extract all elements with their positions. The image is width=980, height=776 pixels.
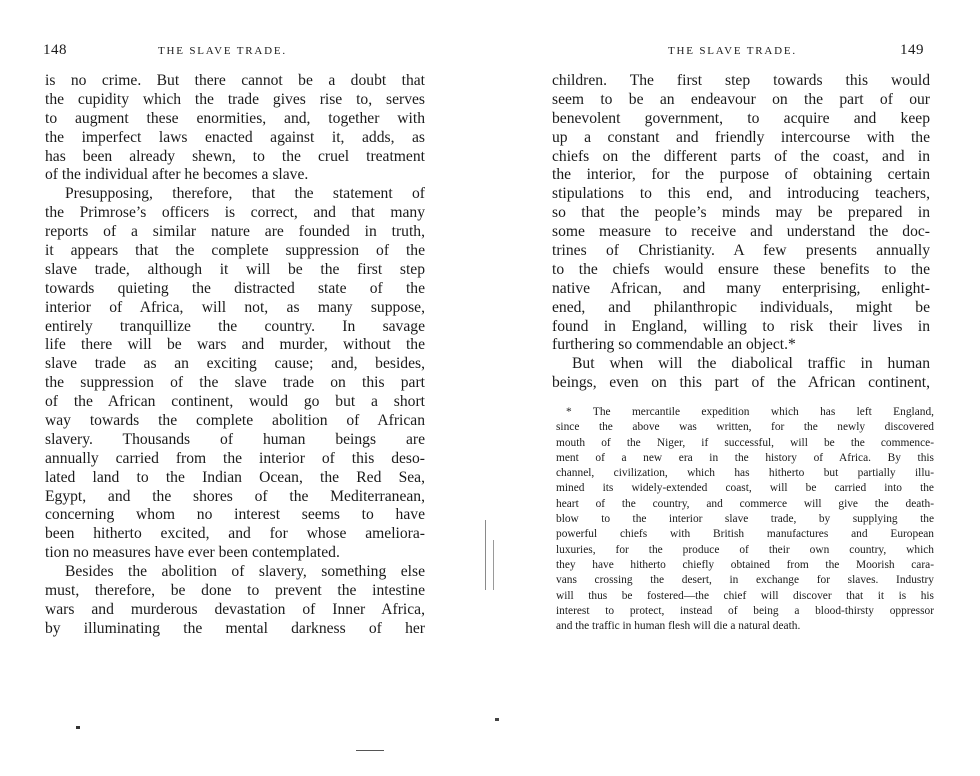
footnote [556,405,934,634]
text-line: concerning whom no interest seems to have [45,506,425,524]
text-line: to augment these enormities, and, together with [45,109,425,127]
text-line: lated land to the Indian Ocean, the Red Sea, [45,468,425,486]
body-text [45,72,425,639]
text-line: slave trade as an exciting cause; and, besides, [45,355,425,373]
text-line: annually carried from the interior of this deso- [45,449,425,467]
text-line: reports of a similar nature are founded in truth, [45,223,425,241]
footnote-line: channel, civilization, which has hitherto but partially illu- [556,467,934,480]
text-line: way towards the complete abolition of African [45,412,425,430]
text-line: interior of Africa, will not, as many suppose, [45,298,425,316]
text-line: the interior, for the purpose of obtaining certain [552,166,930,184]
text-line: been hitherto excited, and for whose ameliora- [45,525,425,543]
text-line: slave trade, although it will be the first step [45,260,425,278]
text-line: life there will be wars and murder, without the [45,336,425,354]
text-line: native African, and many enterprising, enlight- [552,279,930,297]
text-line: slavery. Thousands of human beings are [45,430,425,448]
text-line: the suppression of the slave trade on this part [45,374,425,392]
right-page [490,0,980,776]
text-line: of the individual after he becomes a slave. [45,166,309,184]
text-line: so that the people’s minds may be prepared in [552,204,930,222]
text-line: found in England, willing to risk their lives in [552,317,930,335]
text-line: Presupposing, therefore, that the statement of [65,185,425,203]
footnote-line: will thus be fostered—the chief will discover that it is his [556,589,934,602]
text-line: of the African continent, would go but a short [45,393,425,411]
text-line: children. The first step towards this would [552,72,930,89]
text-line: must, therefore, be done to prevent the intestine [45,582,425,600]
text-line: ened, and philanthropic individuals, might be [552,298,930,316]
body-text [552,72,930,393]
text-line: chiefs on the different parts of the coast, and in [552,147,930,165]
text-line: trines of Christianity. A few presents annually [552,242,930,260]
text-line: seem to be an endeavour on the part of our [552,90,930,108]
footnote-line: ment of a new era in the history of Africa. By this [556,451,934,464]
text-line: the imperfect laws enacted against it, adds, as [45,128,425,146]
gutter-line [493,540,494,590]
text-line: is no crime. But there cannot be a doubt that [45,72,425,89]
text-line: the Primrose’s officers is correct, and that many [45,204,425,222]
scan-mark [356,750,384,751]
footnote-line: mined its widely-extended coast, will be carried into the [556,482,934,495]
running-head: THE SLAVE TRADE. [158,45,287,57]
text-line: wars and murderous devastation of Inner Africa, [45,600,425,618]
footnote-line: heart of the country, and commerce will give the death- [556,497,934,510]
footnote-line: mouth of the Niger, if successful, will be the commence- [556,436,934,449]
footnote-line: luxuries, for the produce of their own country, which [556,543,934,556]
page-number: 149 [900,42,924,58]
text-line: Besides the abolition of slavery, something else [65,563,425,581]
footnote-line: they have hitherto chiefly obtained from the Moorish cara- [556,558,934,571]
text-line: stipulations to this end, and introducing teachers, [552,185,930,203]
text-line: some measure to receive and understand the doc- [552,223,930,241]
text-line: Egypt, and the shores of the Mediterranean, [45,487,425,505]
scan-speck [495,718,499,721]
footnote-line: * The mercantile expedition which has left England, [566,406,934,418]
text-line: benevolent government, to acquire and keep [552,109,930,127]
running-head: THE SLAVE TRADE. [668,45,797,57]
text-line: to the chiefs would ensure these benefits to the [552,260,930,278]
footnote-line: powerful chiefs with British manufactures and European [556,528,934,541]
text-line: But when will the diabolical traffic in human [572,355,930,373]
footnote-line: interest to protect, instead of being a blood-thirsty oppressor [556,604,934,617]
text-line: it appears that the complete suppression of the [45,242,425,260]
footnote-line: and the traffic in human flesh will die a natural death. [556,620,801,633]
scan-speck [76,726,80,729]
text-line: has been already shewn, to the cruel treatment [45,147,425,165]
gutter-line [485,520,486,590]
text-line: beings, even on this part of the African continent, [552,374,930,392]
text-line: the cupidity which the trade gives rise to, serves [45,90,425,108]
footnote-line: since the above was written, for the newly discovered [556,421,934,434]
text-line: tion no measures have ever been contemplated. [45,544,340,562]
footnote-line: vans crossing the desert, in exchange for slaves. Industry [556,574,934,587]
text-line: by illuminating the mental darkness of her [45,619,425,637]
text-line: entirely tranquillize the country. In savage [45,317,425,335]
footnote-line: blow to the interior slave trade, by supplying the [556,513,934,526]
text-line: up a constant and friendly intercourse with the [552,128,930,146]
text-line: furthering so commendable an object.* [552,336,796,354]
page-number: 148 [43,42,67,58]
text-line: towards quieting the distracted state of the [45,279,425,297]
